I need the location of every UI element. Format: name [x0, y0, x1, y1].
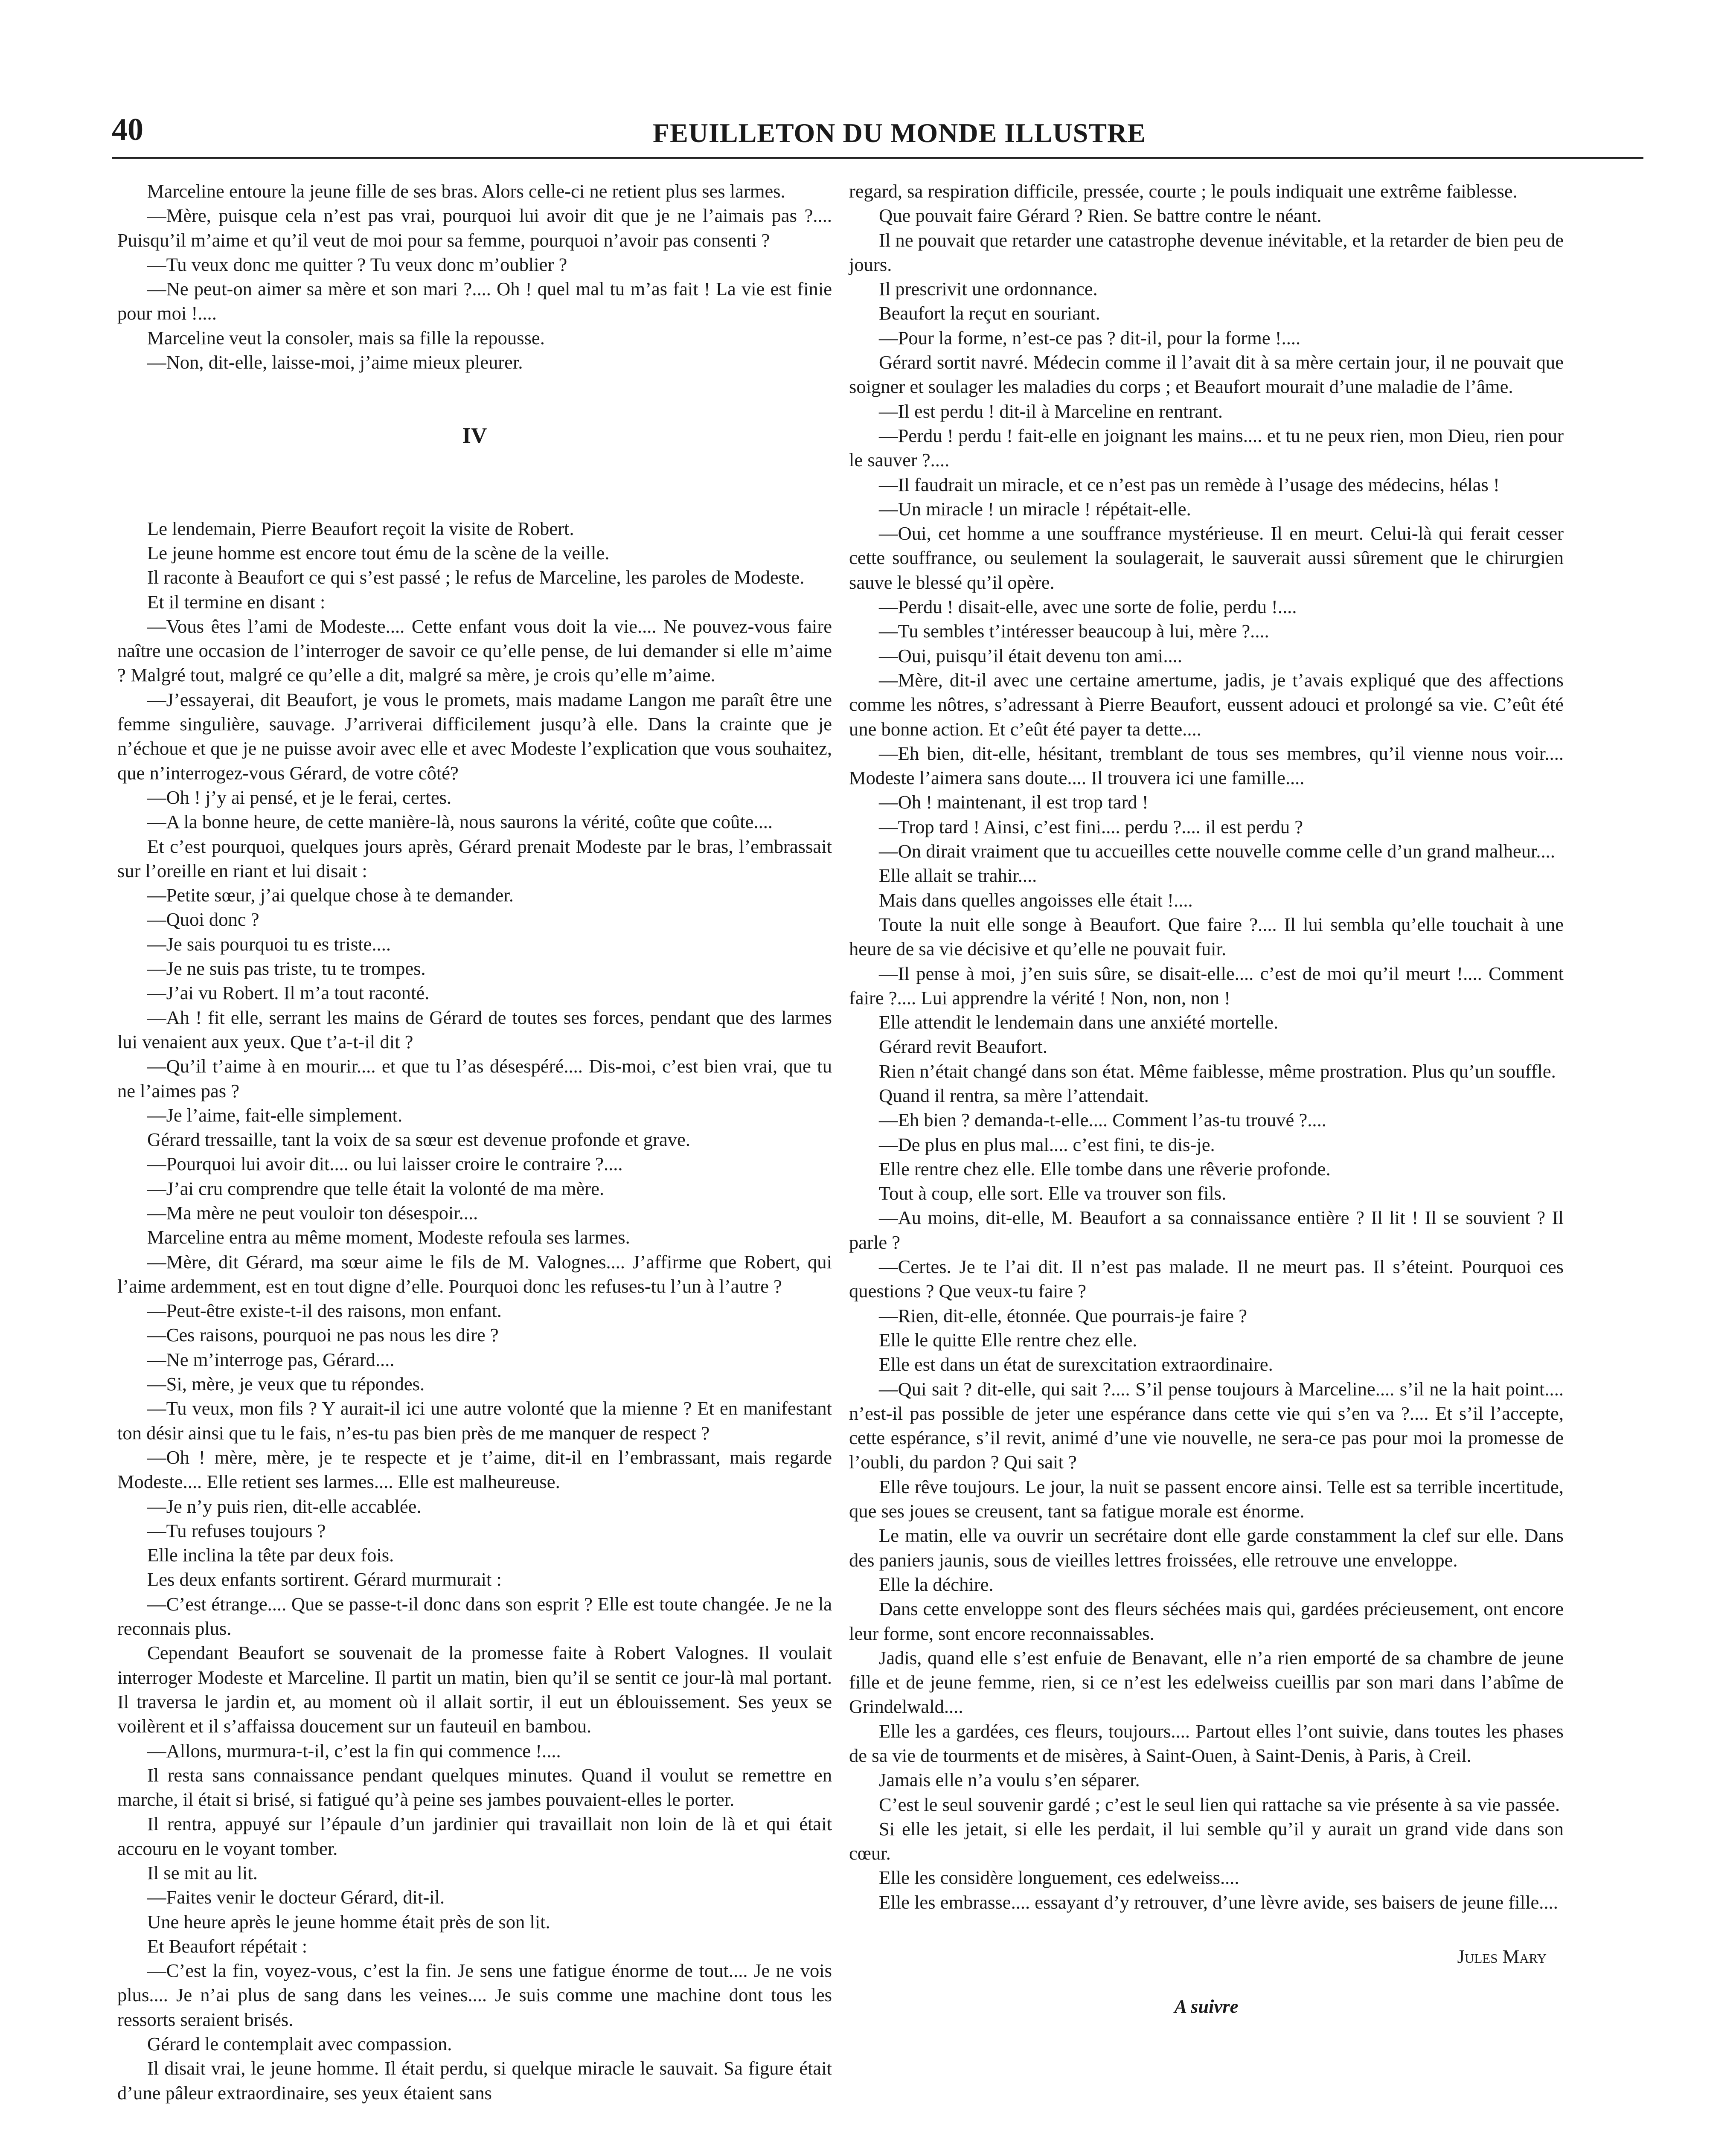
- paragraph: —C’est étrange.... Que se passe-t-il donc dans son esprit ? Elle est toute changée. Je ne la reconnais plus.: [117, 1593, 832, 1639]
- paragraph: Marceline entra au même moment, Modeste refoula ses larmes.: [147, 1226, 630, 1248]
- paragraph: —Trop tard ! Ainsi, c’est fini.... perdu ?.... il est perdu ?: [879, 816, 1303, 837]
- paragraph: —Je l’aime, fait-elle simplement.: [147, 1104, 403, 1126]
- paragraph: —Il faudrait un miracle, et ce n’est pas un remède à l’usage des médecins, hélas !: [879, 474, 1500, 495]
- paragraph: —Peut-être existe-t-il des raisons, mon enfant.: [147, 1300, 502, 1322]
- right-column-text: [849, 179, 1564, 1915]
- author-signature: Jules Mary: [1457, 1946, 1547, 1967]
- paragraph: —De plus en plus mal.... c’est fini, te dis-je.: [879, 1133, 1215, 1155]
- paragraph: —Mère, dit-il avec une certaine amertume, jadis, je t’avais expliqué que des affections comme les nôtres, s’adressant à Pierre Beaufort, eussent adouci et prolongé sa vie. C’eût été une bonne action. Et c’eût été payer ta dette....: [849, 669, 1564, 740]
- paragraph: —Qui sait ? dit-elle, qui sait ?.... S’il pense toujours à Marceline.... s’il ne la hait point.... n’est-il pas possible de jeter une espérance dans cette vie qui s’en va ?.... Et s’il l’accepte, cette espérance, s’il revit, animé d’une vie nouvelle, ne sera-ce pas pour moi la promesse de l’oubli, du pardon ? Qui sait ?: [849, 1378, 1564, 1473]
- page-number: 40: [112, 112, 143, 147]
- paragraph: —Oh ! j’y ai pensé, et je le ferai, certes.: [147, 786, 452, 808]
- paragraph: Elle les embrasse.... essayant d’y retrouver, d’une lèvre avide, ses baisers de jeune fille....: [879, 1891, 1558, 1913]
- paragraph: —Perdu ! perdu ! fait-elle en joignant les mains.... et tu ne peux rien, mon Dieu, rien pour le sauver ?....: [849, 424, 1564, 471]
- paragraph: Une heure après le jeune homme était près de son lit.: [147, 1911, 550, 1932]
- paragraph: —Oui, cet homme a une souffrance mystérieuse. Il en meurt. Celui-là qui ferait cesser cette souffrance, ou seulement la soulagerait, le sauverait aussi sûrement que le chirurgien sauve le blessé qu’il opère.: [849, 523, 1564, 593]
- paragraph: Tout à coup, elle sort. Elle va trouver son fils.: [879, 1183, 1227, 1204]
- paragraph: —Tu sembles t’intéresser beaucoup à lui, mère ?....: [879, 620, 1269, 642]
- paragraph: —Il est perdu ! dit-il à Marceline en rentrant.: [879, 400, 1223, 422]
- paragraph: —Pour la forme, n’est-ce pas ? dit-il, pour la forme !....: [879, 327, 1301, 349]
- left-column: [117, 179, 832, 2105]
- paragraph: Elle le quitte Elle rentre chez elle.: [879, 1329, 1137, 1351]
- paragraph: —Vous êtes l’ami de Modeste.... Cette enfant vous doit la vie.... Ne pouvez-vous faire naître une occasion de l’interroger de savoir ce qu’elle pense, de lui demander si elle m’aime ? Malgré tout, malgré ce qu’elle a dit, malgré sa mère, je crois qu’elle m’aime.: [117, 615, 832, 686]
- paragraph: —Faites venir le docteur Gérard, dit-il.: [147, 1886, 445, 1908]
- paragraph: Que pouvait faire Gérard ? Rien. Se battre contre le néant.: [879, 205, 1322, 227]
- left-column-text-before: [117, 179, 832, 375]
- paragraph: —Perdu ! disait-elle, avec une sorte de folie, perdu !....: [879, 596, 1297, 618]
- paragraph: Le lendemain, Pierre Beaufort reçoit la visite de Robert.: [147, 517, 574, 539]
- paragraph: —Non, dit-elle, laisse-moi, j’aime mieux pleurer.: [147, 352, 523, 373]
- paragraph: Elle les considère longuement, ces edelweiss....: [879, 1867, 1239, 1889]
- paragraph: Mais dans quelles angoisses elle était !....: [879, 889, 1193, 911]
- paragraph: Il disait vrai, le jeune homme. Il était perdu, si quelque miracle le sauvait. Sa figure était d’une pâleur extraordinaire, ses yeux étaient sans: [117, 2057, 832, 2104]
- chapter-heading: IV: [462, 424, 487, 448]
- paragraph: Il prescrivit une ordonnance.: [879, 278, 1098, 300]
- paragraph: Rien n’était changé dans son état. Même faiblesse, même prostration. Plus qu’un souffle.: [879, 1060, 1556, 1082]
- paragraph: Il se mit au lit.: [147, 1862, 258, 1883]
- paragraph: —Ma mère ne peut vouloir ton désespoir....: [147, 1202, 478, 1223]
- paragraph: —Mère, dit Gérard, ma sœur aime le fils de M. Valognes.... J’affirme que Robert, qui l’aime ardemment, est en tout digne d’elle. Pourquoi donc les refuses-tu l’un à l’autre ?: [117, 1251, 832, 1297]
- paragraph: regard, sa respiration difficile, pressée, courte ; le pouls indiquait une extrême faiblesse.: [849, 180, 1518, 202]
- paragraph: Gérard tressaille, tant la voix de sa sœur est devenue profonde et grave.: [147, 1129, 690, 1151]
- paragraph: —Je n’y puis rien, dit-elle accablée.: [147, 1495, 422, 1517]
- paragraph: —Je ne suis pas triste, tu te trompes.: [147, 958, 426, 979]
- paragraph: Elle les a gardées, ces fleurs, toujours.... Partout elles l’ont suivie, dans toutes les phases de sa vie de tourments et de misères, à Saint-Ouen, à Saint-Denis, à Paris, à Creil.: [849, 1720, 1564, 1766]
- paragraph: Gérard le contemplait avec compassion.: [147, 2033, 452, 2055]
- paragraph: Elle attendit le lendemain dans une anxiété mortelle.: [879, 1011, 1279, 1033]
- paragraph: Si elle les jetait, si elle les perdait, il lui semble qu’il y aurait un grand vide dans son cœur.: [849, 1818, 1564, 1864]
- paragraph: —Tu veux donc me quitter ? Tu veux donc m’oublier ?: [147, 253, 567, 275]
- paragraph: Quand il rentra, sa mère l’attendait.: [879, 1084, 1149, 1106]
- paragraph: —Oui, puisqu’il était devenu ton ami....: [879, 645, 1182, 666]
- paragraph: Marceline entoure la jeune fille de ses bras. Alors celle-ci ne retient plus ses larmes.: [147, 180, 785, 202]
- paragraph: —J’ai cru comprendre que telle était la volonté de ma mère.: [147, 1177, 605, 1199]
- paragraph: —Certes. Je te l’ai dit. Il n’est pas malade. Il ne meurt pas. Il s’éteint. Pourquoi ces questions ? Que veux-tu faire ?: [849, 1256, 1564, 1302]
- to-be-continued: A suivre: [1174, 1996, 1239, 2017]
- paragraph: —Ne peut-on aimer sa mère et son mari ?.... Oh ! quel mal tu m’as fait ! La vie est finie pour moi !....: [117, 278, 832, 324]
- paragraph: —Allons, murmura-t-il, c’est la fin qui commence !....: [147, 1740, 561, 1761]
- paragraph: —Quoi donc ?: [147, 909, 259, 930]
- paragraph: —Ne m’interroge pas, Gérard....: [147, 1348, 395, 1370]
- paragraph: —C’est la fin, voyez-vous, c’est la fin. Je sens une fatigue énorme de tout.... Je ne vois plus.... Je n’ai plus de sang dans les veines.... Je suis comme une machine dont tous les ressorts seraient brisés.: [117, 1960, 832, 2030]
- left-column-text-after: [117, 517, 832, 2105]
- paragraph: Les deux enfants sortirent. Gérard murmurait :: [147, 1569, 502, 1590]
- paragraph: —J’ai vu Robert. Il m’a tout raconté.: [147, 982, 430, 1004]
- paragraph: Le matin, elle va ouvrir un secrétaire dont elle garde constamment la clef sur elle. Dans des paniers jaunis, sous de vieilles lettres froissées, elle retrouve une enveloppe.: [849, 1525, 1564, 1571]
- paragraph: Elle rêve toujours. Le jour, la nuit se passent encore ainsi. Telle est sa terrible incertitude, que ses joues se creusent, tant sa fatigue morale est énorme.: [849, 1476, 1564, 1522]
- paragraph: Elle allait se trahir....: [879, 865, 1037, 886]
- paragraph: —Eh bien, dit-elle, hésitant, tremblant de tous ses membres, qu’il vienne nous voir.... Modeste l’aimera sans doute.... Il trouvera ici une famille....: [849, 742, 1564, 789]
- paragraph: Beaufort la reçut en souriant.: [879, 302, 1100, 324]
- paragraph: —Au moins, dit-elle, M. Beaufort a sa connaissance entière ? Il lit ! Il se souvient ? Il parle ?: [849, 1207, 1564, 1253]
- paragraph: —Mère, puisque cela n’est pas vrai, pourquoi lui avoir dit que je ne l’aimais pas ?.... Puisqu’il m’aime et qu’il veut de moi pour sa femme, pourquoi n’avoir pas consenti ?: [117, 205, 832, 251]
- paragraph: Elle est dans un état de surexcitation extraordinaire.: [879, 1354, 1273, 1375]
- paragraph: Et c’est pourquoi, quelques jours après, Gérard prenait Modeste par le bras, l’embrassait sur l’oreille en riant et lui disait :: [117, 835, 832, 881]
- paragraph: —Ah ! fit elle, serrant les mains de Gérard de toutes ses forces, pendant que des larmes lui venaient aux yeux. Que t’a-t-il dit ?: [117, 1006, 832, 1052]
- paragraph: —Pourquoi lui avoir dit.... ou lui laisser croire le contraire ?....: [147, 1153, 623, 1175]
- paragraph: —Petite sœur, j’ai quelque chose à te demander.: [147, 884, 514, 906]
- paragraph: Elle inclina la tête par deux fois.: [147, 1544, 394, 1566]
- paragraph: Marceline veut la consoler, mais sa fille la repousse.: [147, 327, 545, 349]
- paragraph: Il ne pouvait que retarder une catastrophe devenue inévitable, et la retarder de bien peu de jours.: [849, 229, 1564, 275]
- paragraph: Et Beaufort répétait :: [147, 1935, 308, 1957]
- paragraph: Il rentra, appuyé sur l’épaule d’un jardinier qui travaillait non loin de là et qui était accouru en le voyant tomber.: [117, 1813, 832, 1859]
- paragraph: Le jeune homme est encore tout ému de la scène de la veille.: [147, 542, 610, 564]
- paragraph: —Oh ! mère, mère, je te respecte et je t’aime, dit-il en l’embrassant, mais regarde Modeste.... Elle retient ses larmes.... Elle est malheureuse.: [117, 1446, 832, 1493]
- paragraph: Elle rentre chez elle. Elle tombe dans une rêverie profonde.: [879, 1158, 1331, 1180]
- paragraph: —J’essayerai, dit Beaufort, je vous le promets, mais madame Langon me paraît être une femme singulière, sauvage. J’arriverai difficilement jusqu’à elle. Dans la crainte que je n’échoue et que je ne puisse avoir avec elle et avec Modeste l’explication que vous souhaitez, que n’interrogez-vous Gérard, de votre côté?: [117, 689, 832, 784]
- right-column: [849, 179, 1564, 2019]
- paragraph: Cependant Beaufort se souvenait de la promesse faite à Robert Valognes. Il voulait interroger Modeste et Marceline. Il partit un matin, bien qu’il se sentit ce jour-là mal portant. Il traversa le jardin et, au moment où il allait sortir, il eut un éblouissement. Ses yeux se voilèrent et il s’affaissa doucement sur un fauteuil en bambou.: [117, 1642, 832, 1737]
- header-rule: [112, 157, 1643, 159]
- paragraph: —Qu’il t’aime à en mourir.... et que tu l’as désespéré.... Dis-moi, c’est bien vrai, que tu ne l’aimes pas ?: [117, 1055, 832, 1101]
- paragraph: C’est le seul souvenir gardé ; c’est le seul lien qui rattache sa vie présente à sa vie passée.: [879, 1793, 1560, 1815]
- paragraph: —Tu refuses toujours ?: [147, 1520, 326, 1541]
- paragraph: —Eh bien ? demanda-t-elle.... Comment l’as-tu trouvé ?....: [879, 1109, 1326, 1131]
- paragraph: Dans cette enveloppe sont des fleurs séchées mais qui, gardées précieusement, ont encore leur forme, sont encore reconnaissables.: [849, 1598, 1564, 1644]
- paragraph: —A la bonne heure, de cette manière-là, nous saurons la vérité, coûte que coûte....: [147, 811, 773, 833]
- paragraph: Gérard revit Beaufort.: [879, 1036, 1047, 1058]
- paragraph: —Il pense à moi, j’en suis sûre, se disait-elle.... c’est de moi qu’il meurt !.... Comment faire ?.... Lui apprendre la vérité ! Non, non, non !: [849, 962, 1564, 1008]
- page-header-title: FEUILLETON DU MONDE ILLUSTRE: [653, 118, 1146, 148]
- paragraph: Et il termine en disant :: [147, 591, 326, 613]
- paragraph: —Ces raisons, pourquoi ne pas nous les dire ?: [147, 1324, 499, 1346]
- paragraph: Gérard sortit navré. Médecin comme il l’avait dit à sa mère certain jour, il ne pouvait que soigner et soulager les maladies du corps ; et Beaufort mourait d’une maladie de l’âme.: [849, 352, 1564, 398]
- paragraph: Jamais elle n’a voulu s’en séparer.: [879, 1769, 1140, 1791]
- paragraph: —Tu veux, mon fils ? Y aurait-il ici une autre volonté que la mienne ? Et en manifestant ton désir ainsi que tu le fais, n’es-tu pas bien près de me manquer de respect ?: [117, 1398, 832, 1444]
- paragraph: Toute la nuit elle songe à Beaufort. Que faire ?.... Il lui sembla qu’elle touchait à une heure de sa vie décisive et qu’elle ne pouvait fuir.: [849, 913, 1564, 960]
- paragraph: Il resta sans connaissance pendant quelques minutes. Quand il voulut se remettre en marche, il était si brisé, si fatigué qu’à peine ses jambes pouvaient-elles le porter.: [117, 1764, 832, 1810]
- paragraph: —Rien, dit-elle, étonnée. Que pourrais-je faire ?: [879, 1305, 1247, 1326]
- paragraph: —Un miracle ! un miracle ! répétait-elle.: [879, 498, 1191, 520]
- paragraph: Jadis, quand elle s’est enfuie de Benavant, elle n’a rien emporté de sa chambre de jeune fille et de jeune femme, rien, si ce n’est les edelweiss cueillis par son mari dans l’abîme de Grindelwald....: [849, 1647, 1564, 1717]
- paragraph: —On dirait vraiment que tu accueilles cette nouvelle comme celle d’un grand malheur....: [879, 840, 1555, 862]
- paragraph: Elle la déchire.: [879, 1573, 994, 1595]
- paragraph: Il raconte à Beaufort ce qui s’est passé ; le refus de Marceline, les paroles de Modeste.: [147, 567, 805, 588]
- paragraph: —Oh ! maintenant, il est trop tard !: [879, 791, 1149, 813]
- paragraph: —Si, mère, je veux que tu répondes.: [147, 1373, 425, 1395]
- paragraph: —Je sais pourquoi tu es triste....: [147, 933, 391, 955]
